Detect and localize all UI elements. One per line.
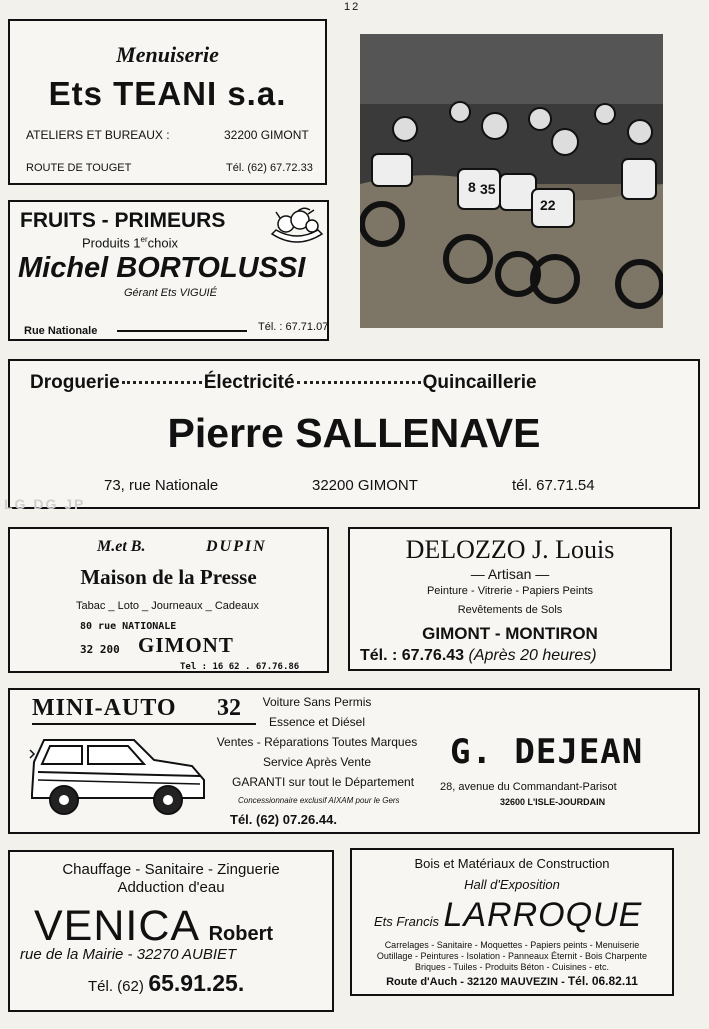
dupin-title: Maison de la Presse: [80, 565, 257, 589]
teani-line1-right: 32200 GIMONT: [224, 128, 309, 142]
delozzo-phone-note: (Après 20 heures): [468, 647, 597, 664]
bortolussi-name: Michel BORTOLUSSI: [18, 252, 306, 284]
miniauto-dealer-address: 28, avenue du Commandant-Parisot: [440, 781, 617, 793]
delozzo-phone: Tél. : 67.76.43: [360, 647, 465, 664]
miniauto-number: 32: [217, 695, 241, 721]
watermark-strip: [0, 484, 709, 524]
teani-line2-left: ROUTE DE TOUGET: [26, 162, 132, 174]
venica-name: VENICA: [34, 902, 201, 950]
delozzo-name: DELOZZO J. Louis: [405, 535, 615, 564]
watermark-text: LG DG JP: [4, 496, 86, 512]
fruit-basket-icon: [268, 206, 326, 250]
larroque-products: [352, 940, 672, 973]
sallenave-city: 32200 GIMONT: [312, 477, 418, 494]
miniauto-concession: Concessionnaire exclusif AIXAM pour le Gers: [238, 796, 400, 805]
wavy-divider: [122, 375, 202, 384]
svg-text:8: 8: [468, 179, 476, 195]
ad-teani: [8, 19, 327, 185]
miniauto-dealer-city: 32600 L'ISLE-JOURDAIN: [500, 797, 606, 807]
larroque-products-1: Carrelages - Sanitaire - Moquettes - Papiers peints - Menuiserie: [384, 940, 640, 950]
dupin-phone: Tel : 16 62 . 67.76.86: [180, 662, 300, 672]
dupin-street: 80 rue NATIONALE: [80, 621, 177, 632]
ad-dupin: [8, 527, 329, 673]
ad-bortolussi: [8, 200, 329, 341]
ad-delozzo: [348, 527, 672, 671]
miniauto-line-3: Ventes - Réparations Toutes Marques: [216, 735, 418, 749]
venica-firstname: Robert: [208, 923, 274, 945]
sallenave-phone: tél. 67.71.54: [512, 477, 595, 494]
venica-phone: 65.91.25.: [148, 970, 245, 996]
venica-phone-pre: Tél. (62): [88, 978, 144, 995]
sallenave-cat3: Quincaillerie: [422, 372, 537, 393]
bortolussi-subtitle: [82, 235, 178, 250]
sallenave-categories: [30, 372, 537, 394]
miniauto-brand-rule: [32, 723, 256, 725]
larroque-phone: Tél. 06.82.11: [567, 974, 638, 988]
larroque-products-3: Briques - Tuiles - Produits Béton - Cuisines - etc.: [414, 962, 610, 972]
miniauto-dealer: G. DEJEAN: [450, 732, 644, 772]
dupin-surname: DUPIN: [206, 538, 267, 555]
svg-text:22: 22: [540, 197, 556, 213]
venica-phone-line: [88, 970, 244, 997]
subtitle-sup: er: [140, 235, 148, 244]
venica-line2: Adduction d'eau: [117, 879, 225, 896]
miniauto-brand: MINI-AUTO: [32, 695, 177, 721]
larroque-address-line: [352, 974, 672, 988]
page-number: 12: [344, 1, 361, 13]
delozzo-phone-line: [360, 647, 597, 665]
sallenave-name: Pierre SALLENAVE: [167, 410, 541, 456]
bortolussi-phone: Tél. : 67.71.07: [258, 321, 329, 333]
larroque-products-2: Outillage - Peintures - Isolation - Panneaux Éternit - Bois Charpente: [376, 951, 648, 961]
ad-larroque: [350, 848, 674, 996]
larroque-name-line: [374, 896, 642, 935]
delozzo-services: Peinture - Vitrerie - Papiers Peints: [426, 585, 594, 597]
larroque-name: LARROQUE: [443, 896, 643, 934]
bortolussi-street: Rue Nationale: [24, 325, 98, 337]
subtitle-pre: Produits 1: [82, 235, 141, 251]
venica-name-line: [34, 902, 273, 951]
teani-line2-right: Tél. (62) 67.72.33: [226, 162, 313, 174]
ad-venica: [8, 850, 334, 1012]
subtitle-post: choix: [147, 235, 179, 251]
bortolussi-manager: Gérant Ets VIGUIÉ: [124, 287, 217, 299]
miniauto-phone: Tél. (62) 07.26.44.: [230, 812, 337, 827]
sallenave-address: 73, rue Nationale: [104, 477, 219, 494]
svg-text:35: 35: [480, 181, 496, 197]
venica-line1: Chauffage - Sanitaire - Zinguerie: [62, 861, 280, 878]
larroque-line1: Bois et Matériaux de Construction: [414, 856, 610, 871]
motocross-photo: [360, 34, 663, 328]
bortolussi-rule: [117, 330, 247, 332]
miniauto-line-5: GARANTI sur tout le Département: [232, 775, 415, 789]
ad-miniauto: [8, 688, 700, 834]
delozzo-cities: GIMONT - MONTIRON: [422, 624, 598, 643]
motocross-photo-art: [360, 34, 663, 328]
bortolussi-title: FRUITS - PRIMEURS: [20, 209, 226, 232]
miniauto-line-2: Essence et Diésel: [268, 715, 366, 729]
miniauto-line-4: Service Après Vente: [262, 755, 372, 769]
dupin-city: GIMONT: [138, 633, 234, 657]
miniauto-line-1: Voiture Sans Permis: [262, 695, 372, 709]
dupin-items: Tabac _ Loto _ Journeaux _ Cadeaux: [76, 600, 259, 612]
mini-car-drawing: [24, 732, 214, 822]
wavy-divider: [297, 375, 421, 384]
dupin-postcode: 32 200: [80, 643, 120, 656]
larroque-line2: Hall d'Exposition: [464, 877, 560, 892]
teani-script-title: Menuiserie: [116, 42, 219, 67]
teani-name: Ets TEANI s.a.: [48, 75, 287, 112]
dupin-owners: M.et B.: [97, 538, 146, 555]
sallenave-cat1: Droguerie: [30, 372, 120, 393]
larroque-address: Route d'Auch - 32120 MAUVEZIN -: [386, 976, 565, 988]
teani-line1-left: ATELIERS ET BUREAUX :: [26, 128, 170, 142]
sallenave-cat2: Électricité: [203, 372, 295, 393]
delozzo-services2: Revêtements de Sols: [457, 604, 563, 616]
delozzo-role: — Artisan —: [470, 566, 550, 582]
larroque-prefix: Ets Francis: [374, 914, 440, 929]
venica-address: rue de la Mairie - 32270 AUBIET: [20, 946, 237, 963]
